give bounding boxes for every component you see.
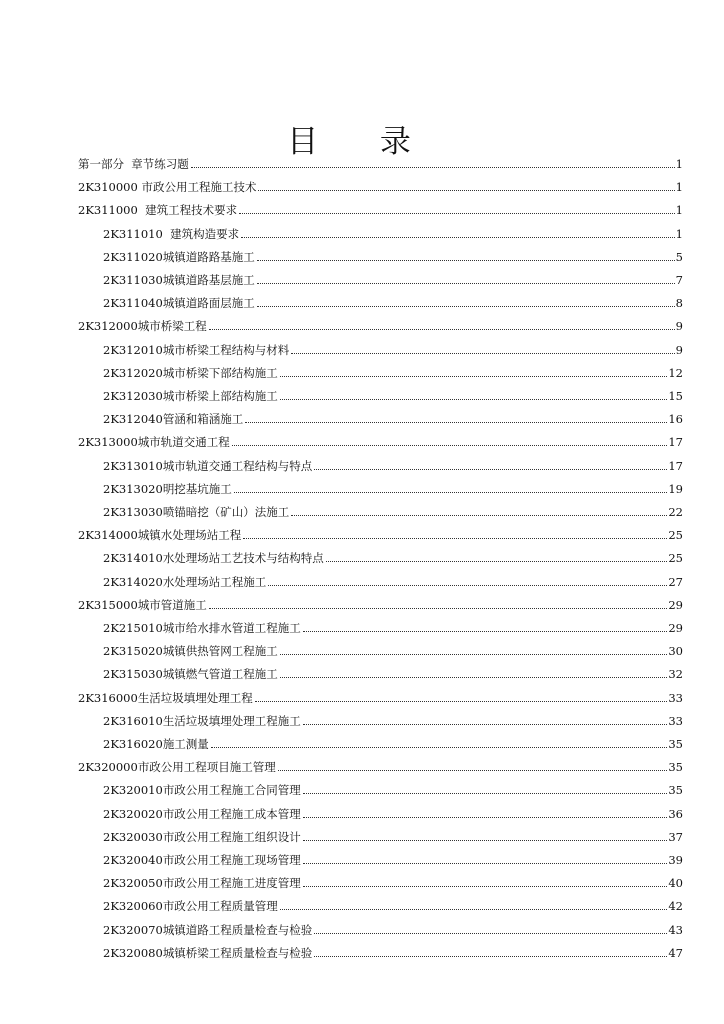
toc-entry[interactable] [103,502,683,520]
toc-entry-title: 施工测量 [162,737,209,751]
toc-entry-page-number: 29 [668,597,683,612]
toc-entry[interactable] [103,641,683,659]
toc-entry-page-number: 5 [675,249,683,264]
dot-leader [303,817,668,818]
toc-entry-title: 城市桥梁工程结构与材料 [162,342,290,357]
dot-leader [257,283,675,284]
toc-entry-page-number: 37 [668,829,683,844]
toc-entry-page-number: 9 [675,319,683,334]
toc-entry[interactable] [103,363,683,381]
toc-entry-page-number: 35 [668,783,683,798]
toc-entry-page-number: 1 [675,180,683,195]
toc-entry-code: 2K312040 [103,412,163,427]
toc-entry-page-number: 25 [668,551,683,566]
toc-entry-code: 2K316020 [103,737,163,751]
toc-entry[interactable] [103,618,683,636]
toc-entry-code: 2K315030 [103,667,163,682]
toc-entry-page-number: 7 [675,273,683,287]
toc-entry-title: 城镇道路路基施工 [162,249,255,264]
toc-entry-code: 2K311030 [103,273,163,287]
toc-entry-page-number: 1 [675,203,683,218]
toc-entry-page-number: 17 [668,458,683,473]
toc-entry[interactable] [103,456,683,474]
toc-entry[interactable] [103,224,683,242]
toc-entry-title: 水处理场站工艺技术与结构特点 [162,551,324,566]
toc-entry[interactable] [103,479,683,497]
dot-leader [268,585,667,586]
toc-entry-title: 城镇水处理场站工程 [137,528,242,543]
toc-entry-page-number: 22 [668,505,683,519]
toc-entry-code: 2K320010 [103,783,163,798]
toc-entry-code: 2K320030 [103,829,163,844]
dot-leader [255,701,668,702]
dot-leader [303,863,668,864]
toc-entry-code: 2K313030 [103,505,163,519]
dot-leader [303,886,668,887]
toc-entry-page-number: 39 [668,853,683,867]
toc-entry-code: 2K312010 [103,342,163,357]
toc-entry-code: 2K311000 [78,203,138,218]
page-title: 目 录 [287,124,437,160]
toc-entry-title: 城镇燃气管道工程施工 [162,667,278,682]
toc-entry-code: 2K315000 [78,597,138,612]
toc-entry-title: 城市轨道交通工程 [137,435,230,450]
dot-leader [280,399,668,400]
toc-entry-title: 城市桥梁下部结构施工 [162,365,278,380]
toc-entry[interactable] [78,154,683,172]
toc-entry[interactable] [78,316,683,334]
toc-entry-page-number: 16 [668,412,683,427]
dot-leader [303,724,668,725]
toc-entry-page-number: 27 [668,574,683,589]
toc-entry-code: 2K316000 [78,690,138,705]
toc-entry-code: 2K311010 [103,226,163,241]
dot-leader [280,909,668,910]
toc-entry-title: 城镇道路面层施工 [162,296,255,311]
toc-entry-title: 市政公用工程施工成本管理 [162,806,301,821]
toc-entry-title: 城镇供热管网工程施工 [162,644,278,659]
toc-entry[interactable] [103,943,683,961]
toc-entry-page-number: 43 [668,922,683,937]
dot-leader [291,515,667,516]
toc-entry-code: 2K316010 [103,713,163,728]
toc-entry-code: 2K311020 [103,249,163,264]
toc-entry-code: 2K312000 [78,319,138,334]
toc-entry-page-number: 25 [668,528,683,543]
dot-leader [234,492,668,493]
dot-leader [314,956,667,957]
toc-entry[interactable] [103,804,683,822]
toc-entry[interactable] [103,873,683,891]
toc-entry-code: 2K310000 [78,180,138,195]
toc-entry[interactable] [78,595,683,613]
toc-entry-code: 2K315020 [103,644,163,659]
toc-entry-title: 市政公用工程施工组织设计 [162,829,301,844]
toc-entry-page-number: 35 [668,737,683,751]
toc-entry-page-number: 12 [668,365,683,380]
toc-entry-title: 城镇道路基层施工 [162,273,255,287]
toc-entry-title: 建筑工程技术要求 [137,203,238,218]
dot-leader [191,167,675,168]
toc-entry-page-number: 1 [675,226,683,241]
dot-leader [258,190,674,191]
toc-entry-title: 城市管道施工 [137,597,207,612]
toc-entry[interactable] [103,920,683,938]
toc-entry-page-number: 1 [675,157,683,171]
dot-leader [303,793,668,794]
toc-entry-title: 章节练习题 [124,157,189,171]
toc-entry-page-number: 47 [668,945,683,960]
toc-entry-code: 2K320050 [103,876,163,891]
toc-entry-title: 市政公用工程施工现场管理 [162,853,301,867]
dot-leader [243,538,667,539]
toc-entry-code: 2K320080 [103,945,163,960]
toc-entry-code: 2K313000 [78,435,138,450]
toc-entry-title: 城市轨道交通工程结构与特点 [162,458,313,473]
dot-leader [209,329,675,330]
toc-entry[interactable] [103,896,683,914]
toc-entry-page-number: 40 [668,876,683,891]
toc-entry[interactable] [103,247,683,265]
toc-entry-code: 2K313010 [103,458,163,473]
dot-leader [209,608,668,609]
toc-entry[interactable] [78,177,683,195]
toc-entry-title: 生活垃圾填埋处理工程施工 [162,713,301,728]
toc-entry-code: 2K215010 [103,621,163,635]
toc-entry-title: 明挖基坑施工 [162,481,232,496]
toc-entry[interactable] [103,850,683,868]
dot-leader [280,654,668,655]
dot-leader [280,677,668,678]
toc-entry-title: 城镇桥梁工程质量检查与检验 [162,945,313,960]
dot-leader [257,260,675,261]
toc-entry-page-number: 36 [668,806,683,821]
dot-leader [326,561,668,562]
toc-entry-code: 2K311040 [103,296,163,311]
dot-leader [278,770,668,771]
toc-entry-page-number: 30 [668,644,683,659]
toc-entry-code: 2K314010 [103,551,163,566]
toc-entry-code: 2K320060 [103,899,163,914]
toc-entry-title: 生活垃圾填埋处理工程 [137,690,253,705]
toc-entry[interactable] [103,340,683,358]
toc-entry-title: 市政公用工程质量管理 [162,899,278,914]
toc-entry-title: 水处理场站工程施工 [162,574,267,589]
toc-entry-code: 2K314000 [78,528,138,543]
toc-entry-page-number: 9 [675,342,683,357]
toc-entry-title: 市政公用工程施工进度管理 [162,876,301,891]
toc-entry-page-number: 33 [668,690,683,705]
toc-entry[interactable] [103,780,683,798]
dot-leader [314,469,667,470]
toc-entry-code: 2K320040 [103,853,163,867]
toc-entry-code: 2K320000 [78,760,138,775]
toc-entry[interactable] [103,664,683,682]
toc-entry-page-number: 32 [668,667,683,682]
dot-leader [245,422,667,423]
toc-entry-title: 建筑构造要求 [162,226,240,241]
toc-entry-title: 城市桥梁上部结构施工 [162,389,278,403]
toc-entry-title: 市政公用工程项目施工管理 [137,760,276,775]
toc-entry-code: 2K312030 [103,389,163,403]
toc-entry[interactable] [78,200,683,218]
dot-leader [303,840,668,841]
toc-entry-code: 2K320070 [103,922,163,937]
toc-entry-page-number: 19 [668,481,683,496]
dot-leader [241,237,675,238]
toc-entry[interactable] [78,757,683,775]
toc-entry-title: 管涵和箱涵施工 [162,412,244,427]
dot-leader [280,376,668,377]
toc-entry-page-number: 17 [668,435,683,450]
toc-entry[interactable] [78,432,683,450]
dot-leader [232,445,668,446]
toc-entry-code: 第一部分 [78,157,124,171]
toc-entry-page-number: 42 [668,899,683,914]
toc-entry-title: 市政公用工程施工技术 [137,180,257,195]
dot-leader [257,306,675,307]
toc-entry[interactable] [78,688,683,706]
toc-entry-code: 2K313020 [103,481,163,496]
toc-entry[interactable] [103,386,683,404]
toc-entry-title: 市政公用工程施工合同管理 [162,783,301,798]
dot-leader [291,353,674,354]
toc-entry-code: 2K312020 [103,365,163,380]
toc-entry[interactable] [103,572,683,590]
toc-entry-title: 喷锚暗挖（矿山）法施工 [162,505,290,519]
toc-entry[interactable] [103,270,683,288]
toc-entry-page-number: 15 [668,389,683,403]
toc-entry[interactable] [103,409,683,427]
toc-entry[interactable] [78,525,683,543]
toc-entry[interactable] [103,293,683,311]
toc-entry[interactable] [103,711,683,729]
toc-entry-page-number: 8 [675,296,683,311]
toc-entry-code: 2K314020 [103,574,163,589]
toc-entry-page-number: 35 [668,760,683,775]
toc-entry-page-number: 33 [668,713,683,728]
toc-entry[interactable] [103,548,683,566]
dot-leader [303,631,668,632]
toc-entry[interactable] [103,734,683,752]
toc-entry-page-number: 29 [668,621,683,635]
toc-entry-title: 城镇道路工程质量检查与检验 [162,922,313,937]
toc-entry-title: 城市给水排水管道工程施工 [162,621,301,635]
toc-entry-title: 城市桥梁工程 [137,319,207,334]
toc-entry[interactable] [103,827,683,845]
dot-leader [211,747,668,748]
dot-leader [239,213,675,214]
toc-entry-code: 2K320020 [103,806,163,821]
dot-leader [314,933,667,934]
